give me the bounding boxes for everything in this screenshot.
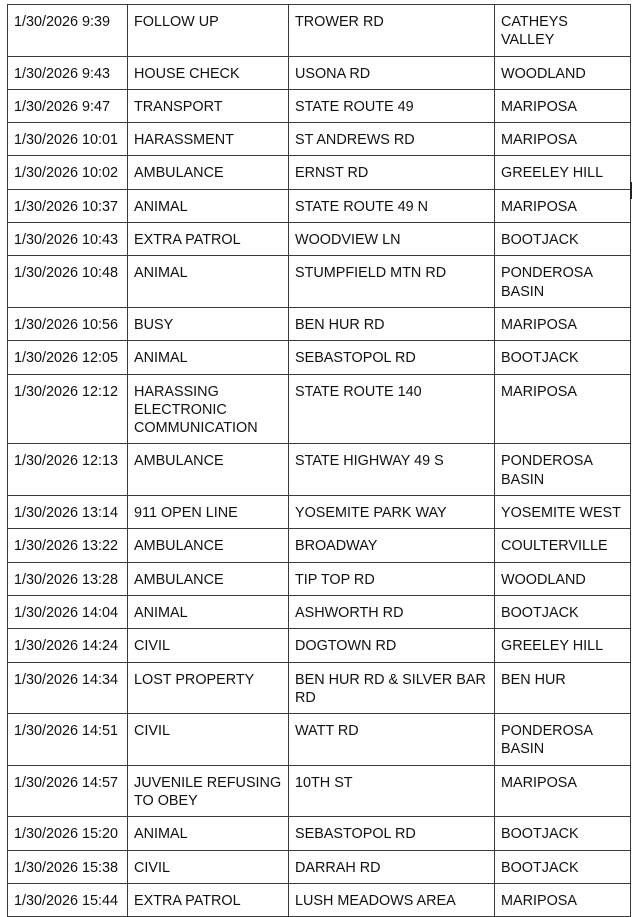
cell-call-type: LOST PROPERTY bbox=[128, 662, 289, 714]
cell-location: TROWER RD bbox=[289, 5, 495, 57]
cell-datetime: 1/30/2026 14:04 bbox=[8, 595, 128, 628]
cell-area: WOODLAND bbox=[495, 562, 631, 595]
cell-location: DOGTOWN RD bbox=[289, 629, 495, 662]
cell-datetime: 1/30/2026 12:05 bbox=[8, 341, 128, 374]
cell-location: SEBASTOPOL RD bbox=[289, 817, 495, 850]
cell-datetime: 1/30/2026 9:47 bbox=[8, 89, 128, 122]
cell-call-type: AMBULANCE bbox=[128, 562, 289, 595]
cell-area: BEN HUR bbox=[495, 662, 631, 714]
table-row bbox=[8, 56, 631, 89]
cell-datetime: 1/30/2026 14:34 bbox=[8, 662, 128, 714]
table-row bbox=[8, 765, 631, 817]
cell-call-type: AMBULANCE bbox=[128, 529, 289, 562]
cell-location: STUMPFIELD MTN RD bbox=[289, 256, 495, 308]
cell-call-type: ANIMAL bbox=[128, 817, 289, 850]
cell-area: BOOTJACK bbox=[495, 850, 631, 883]
cell-location: DARRAH RD bbox=[289, 850, 495, 883]
table-row bbox=[8, 307, 631, 340]
table-row bbox=[8, 89, 631, 122]
table-row bbox=[8, 562, 631, 595]
cell-call-type: ANIMAL bbox=[128, 189, 289, 222]
cell-call-type: ANIMAL bbox=[128, 341, 289, 374]
cell-call-type: JUVENILE REFUSING TO OBEY bbox=[128, 765, 289, 817]
cell-datetime: 1/30/2026 12:13 bbox=[8, 444, 128, 496]
cell-location: BEN HUR RD bbox=[289, 307, 495, 340]
table-row bbox=[8, 5, 631, 57]
cell-area: MARIPOSA bbox=[495, 123, 631, 156]
cell-location: WATT RD bbox=[289, 714, 495, 766]
cell-datetime: 1/30/2026 9:43 bbox=[8, 56, 128, 89]
cell-area: MARIPOSA bbox=[495, 89, 631, 122]
table-row bbox=[8, 156, 631, 189]
table-row bbox=[8, 662, 631, 714]
cell-datetime: 1/30/2026 13:14 bbox=[8, 496, 128, 529]
cell-datetime: 1/30/2026 10:01 bbox=[8, 123, 128, 156]
table-row bbox=[8, 341, 631, 374]
cell-call-type: BUSY bbox=[128, 307, 289, 340]
cell-datetime: 1/30/2026 13:28 bbox=[8, 562, 128, 595]
table-row bbox=[8, 189, 631, 222]
cell-area: PONDEROSA BASIN bbox=[495, 256, 631, 308]
cell-area: COULTERVILLE bbox=[495, 529, 631, 562]
cell-datetime: 1/30/2026 15:38 bbox=[8, 850, 128, 883]
cell-call-type: HARASSMENT bbox=[128, 123, 289, 156]
cell-datetime: 1/30/2026 15:20 bbox=[8, 817, 128, 850]
table-row bbox=[8, 256, 631, 308]
table-row bbox=[8, 714, 631, 766]
cell-datetime: 1/30/2026 9:39 bbox=[8, 5, 128, 57]
cell-area: BOOTJACK bbox=[495, 817, 631, 850]
cell-datetime: 1/30/2026 14:24 bbox=[8, 629, 128, 662]
call-log-table bbox=[7, 4, 631, 917]
cell-datetime: 1/30/2026 14:51 bbox=[8, 714, 128, 766]
cell-datetime: 1/30/2026 10:43 bbox=[8, 223, 128, 256]
call-log-body bbox=[8, 5, 631, 917]
cell-datetime: 1/30/2026 10:56 bbox=[8, 307, 128, 340]
table-row bbox=[8, 123, 631, 156]
cell-call-type: CIVIL bbox=[128, 850, 289, 883]
cell-datetime: 1/30/2026 14:57 bbox=[8, 765, 128, 817]
table-row bbox=[8, 374, 631, 444]
cell-call-type: FOLLOW UP bbox=[128, 5, 289, 57]
page-edge-mark bbox=[630, 182, 632, 199]
table-row bbox=[8, 883, 631, 916]
table-row bbox=[8, 595, 631, 628]
cell-call-type: CIVIL bbox=[128, 629, 289, 662]
table-row bbox=[8, 496, 631, 529]
cell-call-type: EXTRA PATROL bbox=[128, 883, 289, 916]
table-row bbox=[8, 629, 631, 662]
cell-location: STATE HIGHWAY 49 S bbox=[289, 444, 495, 496]
cell-location: LUSH MEADOWS AREA bbox=[289, 883, 495, 916]
table-row bbox=[8, 444, 631, 496]
cell-area: YOSEMITE WEST bbox=[495, 496, 631, 529]
cell-call-type: AMBULANCE bbox=[128, 444, 289, 496]
table-row bbox=[8, 223, 631, 256]
cell-area: BOOTJACK bbox=[495, 223, 631, 256]
cell-area: MARIPOSA bbox=[495, 307, 631, 340]
cell-call-type: 911 OPEN LINE bbox=[128, 496, 289, 529]
cell-location: STATE ROUTE 49 N bbox=[289, 189, 495, 222]
cell-call-type: EXTRA PATROL bbox=[128, 223, 289, 256]
cell-area: GREELEY HILL bbox=[495, 156, 631, 189]
cell-location: 10TH ST bbox=[289, 765, 495, 817]
cell-location: SEBASTOPOL RD bbox=[289, 341, 495, 374]
cell-area: WOODLAND bbox=[495, 56, 631, 89]
cell-area: PONDEROSA BASIN bbox=[495, 444, 631, 496]
cell-location: TIP TOP RD bbox=[289, 562, 495, 595]
cell-datetime: 1/30/2026 10:37 bbox=[8, 189, 128, 222]
cell-location: ERNST RD bbox=[289, 156, 495, 189]
cell-area: MARIPOSA bbox=[495, 189, 631, 222]
cell-location: ASHWORTH RD bbox=[289, 595, 495, 628]
cell-call-type: HOUSE CHECK bbox=[128, 56, 289, 89]
cell-location: ST ANDREWS RD bbox=[289, 123, 495, 156]
cell-call-type: ANIMAL bbox=[128, 256, 289, 308]
cell-area: CATHEYS VALLEY bbox=[495, 5, 631, 57]
cell-call-type: HARASSING ELECTRONIC COMMUNICATION bbox=[128, 374, 289, 444]
cell-area: BOOTJACK bbox=[495, 341, 631, 374]
cell-area: MARIPOSA bbox=[495, 374, 631, 444]
cell-location: STATE ROUTE 140 bbox=[289, 374, 495, 444]
cell-area: MARIPOSA bbox=[495, 883, 631, 916]
cell-area: PONDEROSA BASIN bbox=[495, 714, 631, 766]
cell-call-type: CIVIL bbox=[128, 714, 289, 766]
cell-area: BOOTJACK bbox=[495, 595, 631, 628]
cell-location: WOODVIEW LN bbox=[289, 223, 495, 256]
cell-location: BEN HUR RD & SILVER BAR RD bbox=[289, 662, 495, 714]
cell-datetime: 1/30/2026 10:48 bbox=[8, 256, 128, 308]
cell-datetime: 1/30/2026 12:12 bbox=[8, 374, 128, 444]
cell-area: MARIPOSA bbox=[495, 765, 631, 817]
cell-call-type: ANIMAL bbox=[128, 595, 289, 628]
cell-datetime: 1/30/2026 10:02 bbox=[8, 156, 128, 189]
table-row bbox=[8, 850, 631, 883]
cell-datetime: 1/30/2026 13:22 bbox=[8, 529, 128, 562]
cell-call-type: TRANSPORT bbox=[128, 89, 289, 122]
cell-datetime: 1/30/2026 15:44 bbox=[8, 883, 128, 916]
cell-location: USONA RD bbox=[289, 56, 495, 89]
cell-call-type: AMBULANCE bbox=[128, 156, 289, 189]
cell-location: YOSEMITE PARK WAY bbox=[289, 496, 495, 529]
cell-area: GREELEY HILL bbox=[495, 629, 631, 662]
cell-location: STATE ROUTE 49 bbox=[289, 89, 495, 122]
table-row bbox=[8, 817, 631, 850]
table-row bbox=[8, 529, 631, 562]
cell-location: BROADWAY bbox=[289, 529, 495, 562]
